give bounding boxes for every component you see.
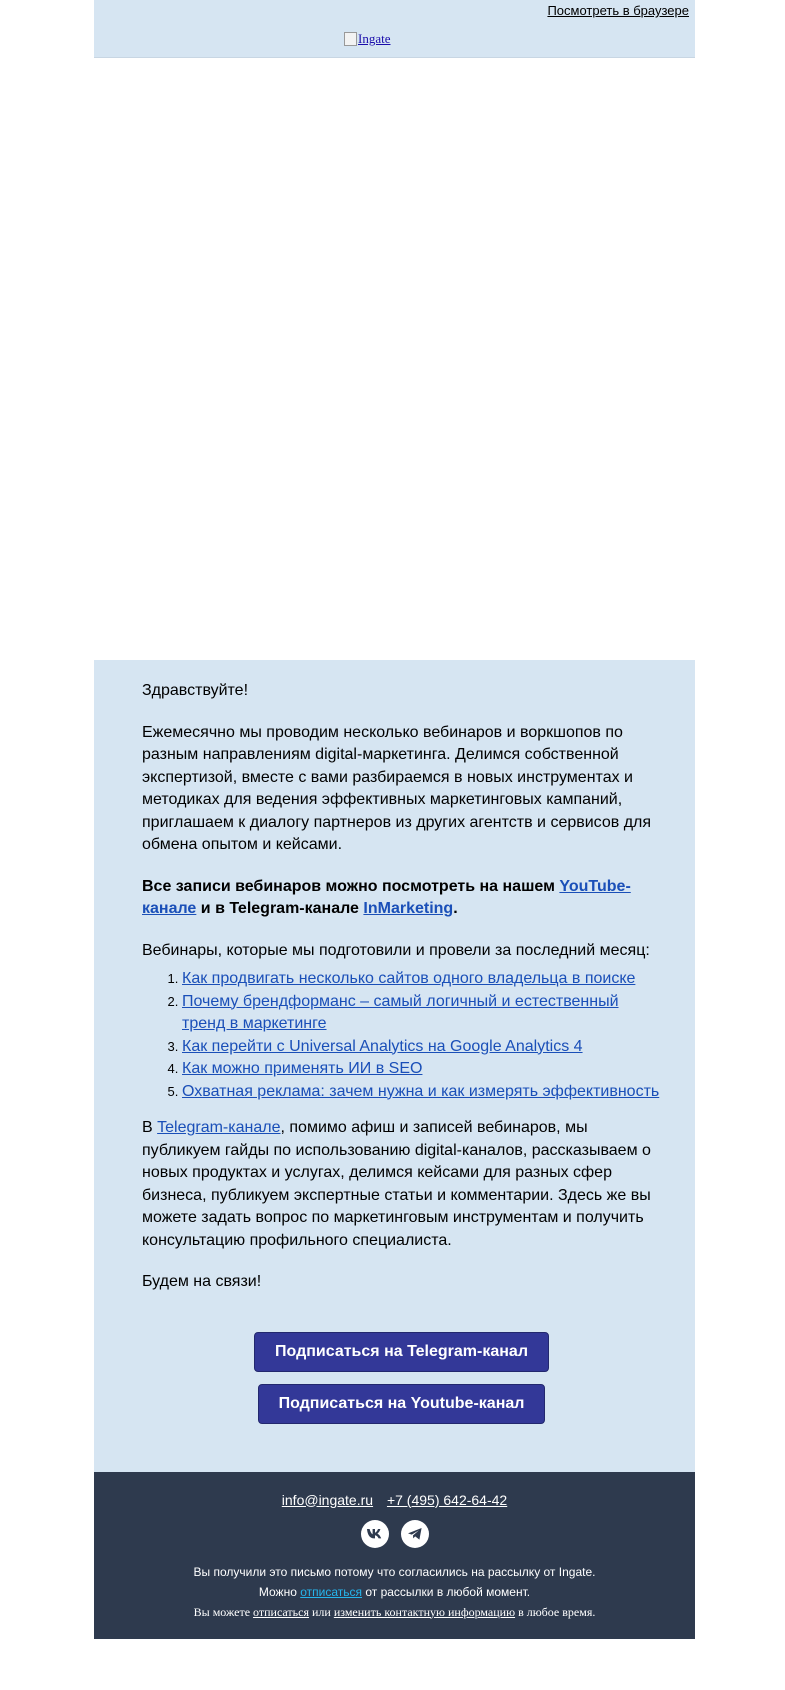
telegram-prefix: В: [142, 1119, 153, 1136]
inmarketing-link[interactable]: InMarketing: [363, 900, 454, 917]
webinar-link-2[interactable]: Почему брендформанс – самый логичный и естественный тренд в маркетинге: [182, 992, 619, 1032]
view-in-browser-link[interactable]: Посмотреть в браузере: [547, 3, 689, 18]
webinar-list: [142, 968, 661, 1103]
telegram-text: , помимо афиш и записей вебинаров, мы публикуем гайды по использованию digital-каналов, рассказываем о новых продуктах и услугах, делимся кейсами для разных сфер бизнеса, публикуем экспертные статьи и комментарии. Здесь же вы можете задать вопрос по маркетинговым инструментам и получить консультацию профильного специалиста.: [142, 1119, 651, 1249]
footer-contacts: [94, 1472, 695, 1508]
youtube-channel-link[interactable]: YouTube-канале: [142, 877, 631, 917]
unsubscribe-link[interactable]: отписаться: [300, 1584, 362, 1599]
email-body: [94, 660, 695, 1472]
note3-middle: или: [312, 1604, 331, 1619]
logo-alt-text: Ingate: [358, 31, 391, 46]
closing-text: Будем на связи!: [142, 1273, 262, 1290]
unsubscribe-note: [94, 1582, 695, 1602]
subscribe-youtube-button[interactable]: Подписаться на Youtube-канал: [258, 1384, 546, 1424]
broken-image-icon: [344, 32, 357, 46]
records-paragraph: [142, 876, 661, 921]
webinar-link-3[interactable]: Как перейти с Universal Analytics на Google Analytics 4: [182, 1037, 583, 1055]
list-item: [182, 1081, 661, 1104]
webinar-link-1[interactable]: Как продвигать несколько сайтов одного владельца в поиске: [182, 970, 636, 987]
email-header: [94, 0, 695, 58]
manage-note: [94, 1602, 695, 1622]
list-item: [182, 1036, 661, 1059]
telegram-paragraph: [142, 1117, 661, 1252]
phone-link[interactable]: +7 (495) 642-64-42: [386, 1491, 508, 1508]
note2-suffix: от рассылки в любой момент.: [365, 1584, 531, 1599]
email-footer: [94, 1472, 695, 1639]
social-links: [94, 1520, 695, 1548]
greeting: Здравствуйте!: [142, 682, 249, 699]
note2-prefix: Можно: [258, 1584, 297, 1599]
records-suffix: .: [453, 900, 458, 917]
records-middle: и в Telegram-канале: [200, 900, 359, 917]
records-prefix: Все записи вебинаров можно посмотреть на нашем: [142, 877, 555, 895]
change-contact-info-link[interactable]: изменить контактную информацию: [333, 1604, 516, 1619]
webinar-link-5[interactable]: Охватная реклама: зачем нужна и как измерять эффективность: [182, 1082, 660, 1100]
list-item: [182, 968, 661, 991]
subscribe-telegram-button[interactable]: Подписаться на Telegram-канал: [254, 1332, 549, 1372]
banner-area: [94, 58, 695, 660]
webinars-intro: Вебинары, которые мы подготовили и провели за последний месяц:: [142, 941, 650, 959]
email-container: [94, 0, 695, 1639]
note3-prefix: Вы можете: [193, 1604, 251, 1619]
telegram-channel-link[interactable]: Telegram-канале: [157, 1119, 281, 1136]
email-link[interactable]: info@ingate.ru: [281, 1491, 374, 1508]
list-item: [182, 991, 661, 1036]
webinar-link-4[interactable]: Как можно применять ИИ в SEO: [182, 1060, 423, 1077]
intro-paragraph: Ежемесячно мы проводим несколько вебинаров и воркшопов по разным направлениям digital-маркетинга. Делимся собственной экспертизой, вместе с вами разбираемся в новых инструментах и методиках для ведения эффективных маркетинговых кампаний, приглашаем к диалогу партнеров из других агентств и сервисов для обмена опытом и кейсами.: [142, 723, 652, 853]
ingate-logo-link[interactable]: [344, 31, 390, 47]
subscription-note: Вы получили это письмо потому что согласились на рассылку от Ingate.: [193, 1564, 596, 1579]
unsubscribe-link-2[interactable]: отписаться: [253, 1604, 309, 1619]
telegram-icon[interactable]: [401, 1520, 429, 1548]
vk-icon[interactable]: [361, 1520, 389, 1548]
list-item: [182, 1058, 661, 1081]
footer-notes: [94, 1562, 695, 1622]
note3-suffix: в любое время.: [518, 1604, 596, 1619]
